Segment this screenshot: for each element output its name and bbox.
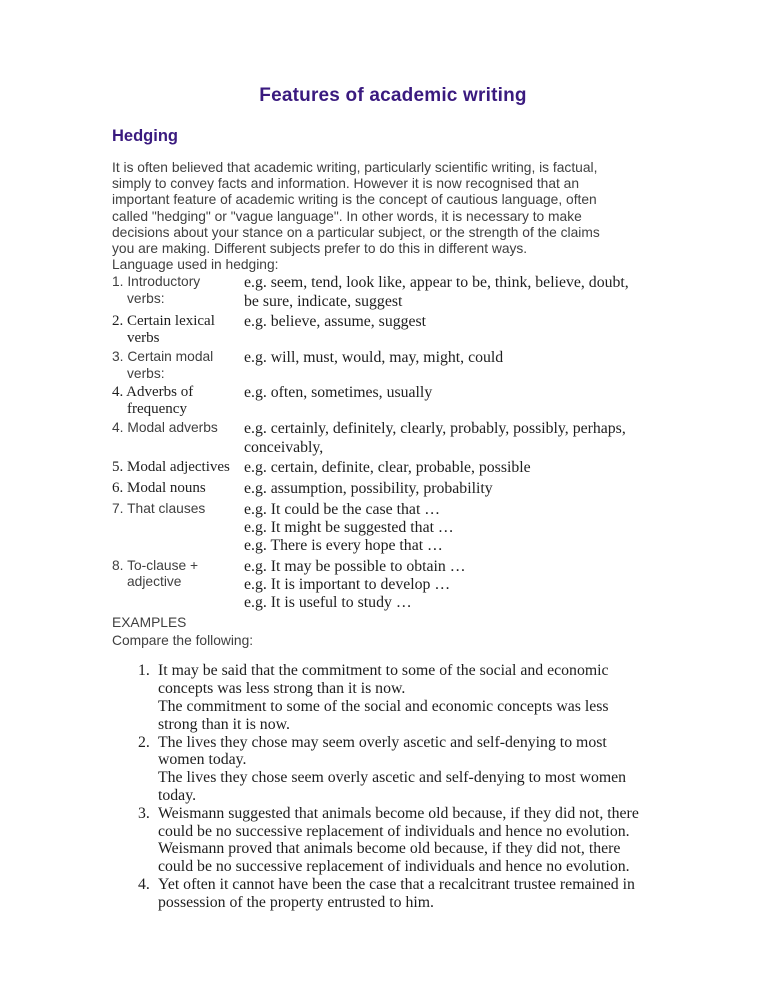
example-item-4 bbox=[138, 876, 674, 912]
row-examples: e.g. It may be possible to obtain … e.g. It is important to develop … e.g. It is useful to study … bbox=[244, 557, 466, 612]
hedging-row-modal-adjectives bbox=[112, 459, 674, 477]
example-item-1 bbox=[138, 662, 674, 733]
hedging-row-introductory-verbs bbox=[112, 274, 674, 310]
row-examples: e.g. will, must, would, may, might, could bbox=[244, 349, 504, 367]
example-number: 4. bbox=[138, 875, 150, 893]
hedging-table bbox=[112, 274, 674, 612]
page-title: Features of academic writing bbox=[259, 85, 527, 106]
hedging-row-certain-lexical-verbs bbox=[112, 313, 674, 347]
row-label: 6. Modal nouns bbox=[112, 480, 206, 497]
row-label: 2. Certain lexical verbs bbox=[112, 313, 215, 347]
paragraph-line: you are making. Different subjects prefer to do this in different ways. bbox=[112, 241, 528, 257]
example-number: 3. bbox=[138, 804, 150, 822]
paragraph-line: important feature of academic writing is the concept of cautious language, often bbox=[112, 192, 597, 208]
row-label: 4. Modal adverbs bbox=[112, 420, 218, 436]
example-number: 2. bbox=[138, 733, 150, 751]
examples-header: EXAMPLES bbox=[112, 614, 187, 630]
examples-subheader: Compare the following: bbox=[112, 633, 254, 649]
hedging-row-to-clause-adjective bbox=[112, 558, 674, 613]
row-label: 7. That clauses bbox=[112, 500, 206, 516]
paragraph-line: simply to convey facts and information. However it is now recognised that an bbox=[112, 176, 580, 192]
paragraph-line: decisions about your stance on a particular subject, or the strength of the claims bbox=[112, 224, 600, 240]
intro-paragraph bbox=[112, 160, 674, 257]
example-item-3 bbox=[138, 805, 674, 876]
example-text: It may be said that the commitment to some of the social and economic concepts was less strong than it is now. The commitment to some of the social and economic concepts was less strong than it is now. bbox=[158, 662, 609, 733]
row-label: 4. Adverbs of frequency bbox=[112, 384, 194, 418]
example-text: Yet often it cannot have been the case that a recalcitrant trustee remained in possession of the property entrusted to him. bbox=[158, 875, 635, 911]
paragraph-line: called "hedging" or "vague language". In other words, it is necessary to make bbox=[112, 208, 582, 224]
row-examples: e.g. often, sometimes, usually bbox=[244, 384, 433, 402]
hedging-row-certain-modal-verbs bbox=[112, 349, 674, 381]
row-label: 1. Introductory verbs: bbox=[112, 274, 201, 306]
examples-list bbox=[112, 662, 674, 911]
row-label: 8. To-clause + adjective bbox=[112, 557, 199, 590]
row-examples: e.g. assumption, possibility, probability bbox=[244, 480, 493, 498]
example-number: 1. bbox=[138, 662, 150, 680]
example-text: Weismann suggested that animals become old because, if they did not, there could be no successive replacement of individuals and hence no evolution. Weismann proved that animals become old because, if they did not, there could be no successive replacement of individuals and hence no evolution. bbox=[158, 804, 639, 876]
example-item-2 bbox=[138, 734, 674, 805]
example-text: The lives they chose may seem overly ascetic and self-denying to most women today. The lives they chose seem overly ascetic and self-denying to most women today. bbox=[158, 733, 627, 804]
document-content bbox=[112, 86, 674, 912]
hedging-row-that-clauses bbox=[112, 501, 674, 556]
section-heading-hedging: Hedging bbox=[112, 127, 178, 145]
hedging-row-modal-nouns bbox=[112, 480, 674, 498]
row-examples: e.g. certain, definite, clear, probable, possible bbox=[244, 459, 531, 477]
row-examples: e.g. seem, tend, look like, appear to be, think, believe, doubt, be sure, indicate, suggest bbox=[244, 274, 629, 310]
row-label: 3. Certain modal verbs: bbox=[112, 349, 214, 381]
hedging-row-modal-adverbs bbox=[112, 420, 674, 456]
row-label: 5. Modal adjectives bbox=[112, 459, 230, 476]
row-examples: e.g. certainly, definitely, clearly, probably, possibly, perhaps, conceivably, bbox=[244, 420, 626, 456]
row-examples: e.g. It could be the case that … e.g. It might be suggested that … e.g. There is every hope that … bbox=[244, 500, 454, 555]
hedging-row-adverbs-of-frequency bbox=[112, 384, 674, 418]
hedging-list-intro: Language used in hedging: bbox=[112, 257, 279, 273]
row-examples: e.g. believe, assume, suggest bbox=[244, 313, 427, 331]
paragraph-line: It is often believed that academic writing, particularly scientific writing, is factual, bbox=[112, 160, 598, 175]
